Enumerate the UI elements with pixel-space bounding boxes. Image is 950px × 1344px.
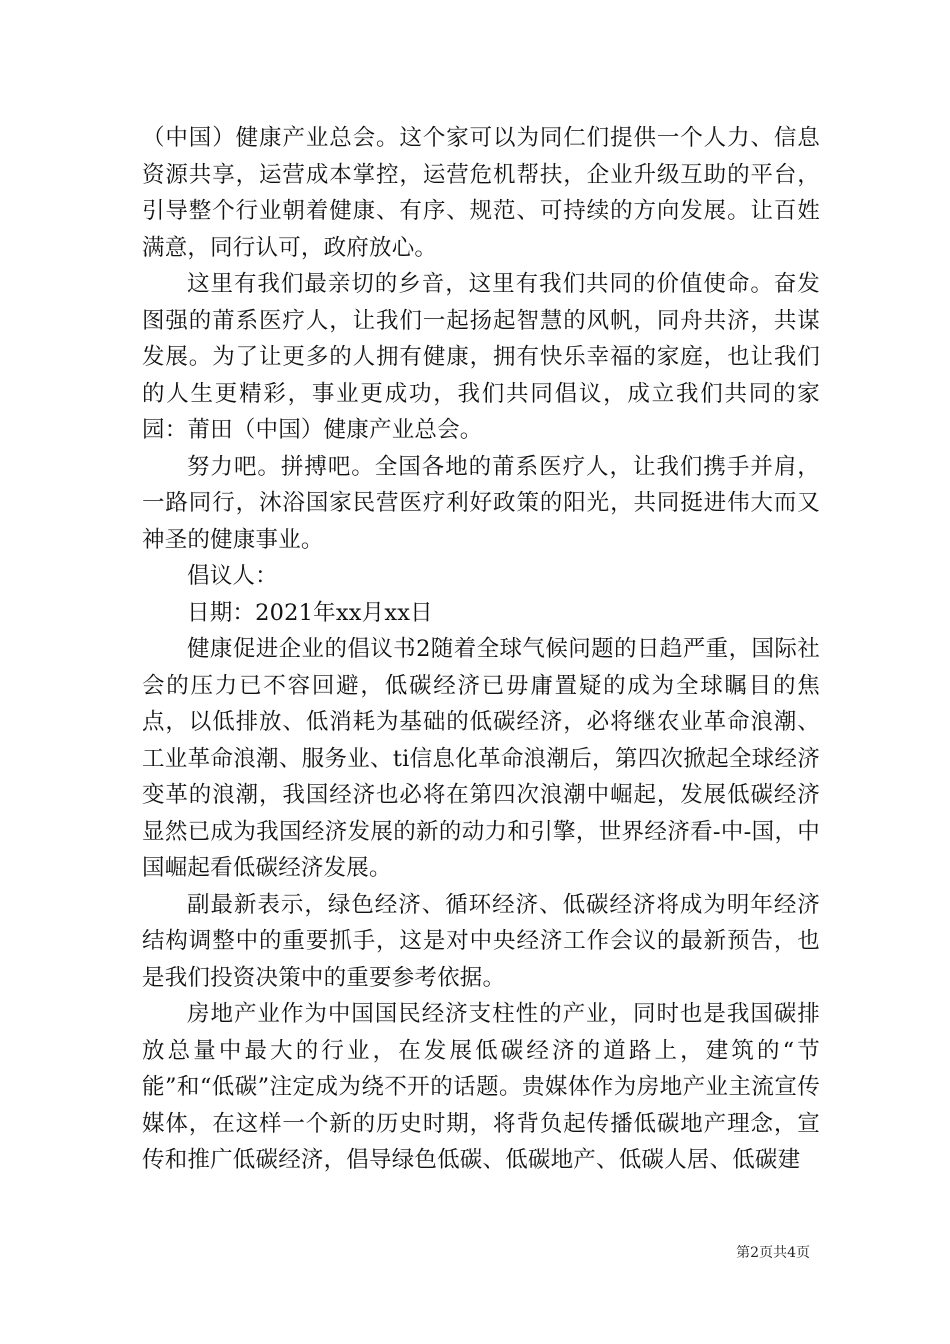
paragraph-1: （中国）健康产业总会。这个家可以为同仁们提供一个人力、信息资源共享，运营成本掌控，运营危机帮扶，企业升级互助的平台，引导整个行业朝着健康、有序、规范、可持续的方向发展。让百姓满意，同行认可，政府放心。 xyxy=(142,125,820,261)
page-number: 第2页共4页 xyxy=(736,1245,810,1261)
paragraph-8: 房地产业作为中国国民经济支柱性的产业，同时也是我国碳排放总量中最大的行业，在发展低碳经济的道路上，建筑的“节能”和“低碳”注定成为绕不开的话题。贵媒体作为房地产业主流宣传媒体，在这样一个新的历史时期，将背负起传播低碳地产理念，宣传和推广低碳经济，倡导绿色低碳、低碳地产、低碳人居、低碳建 xyxy=(142,1001,820,1173)
paragraph-7: 副最新表示，绿色经济、循环经济、低碳经济将成为明年经济结构调整中的重要抓手，这是对中央经济工作会议的最新预告，也是我们投资决策中的重要参考依据。 xyxy=(142,891,820,991)
paragraph-6: 健康促进企业的倡议书2随着全球气候问题的日趋严重，国际社会的压力已不容回避，低碳经济已毋庸置疑的成为全球瞩目的焦点，以低排放、低消耗为基础的低碳经济，必将继农业革命浪潮、工业革命浪潮、服务业、ti信息化革命浪潮后，第四次掀起全球经济变革的浪潮，我国经济也必将在第四次浪潮中崛起，发展低碳经济显然已成为我国经济发展的新的动力和引擎，世界经济看-中-国，中国崛起看低碳经济发展。 xyxy=(142,636,820,881)
paragraph-3: 努力吧。拼搏吧。全国各地的莆系医疗人，让我们携手并肩，一路同行，沐浴国家民营医疗利好政策的阳光，共同挺进伟大而又神圣的健康事业。 xyxy=(142,453,820,553)
paragraph-proposer: 倡议人： xyxy=(187,563,278,589)
paragraph-2: 这里有我们最亲切的乡音，这里有我们共同的价值使命。奋发图强的莆系医疗人，让我们一起扬起智慧的风帆，同舟共济，共谋发展。为了让更多的人拥有健康，拥有快乐幸福的家庭，也让我们的人生更精彩，事业更成功，我们共同倡议，成立我们共同的家园：莆田（中国）健康产业总会。 xyxy=(142,271,820,443)
document-body xyxy=(142,120,820,1179)
paragraph-date: 日期：2021年xx月xx日 xyxy=(187,599,433,626)
